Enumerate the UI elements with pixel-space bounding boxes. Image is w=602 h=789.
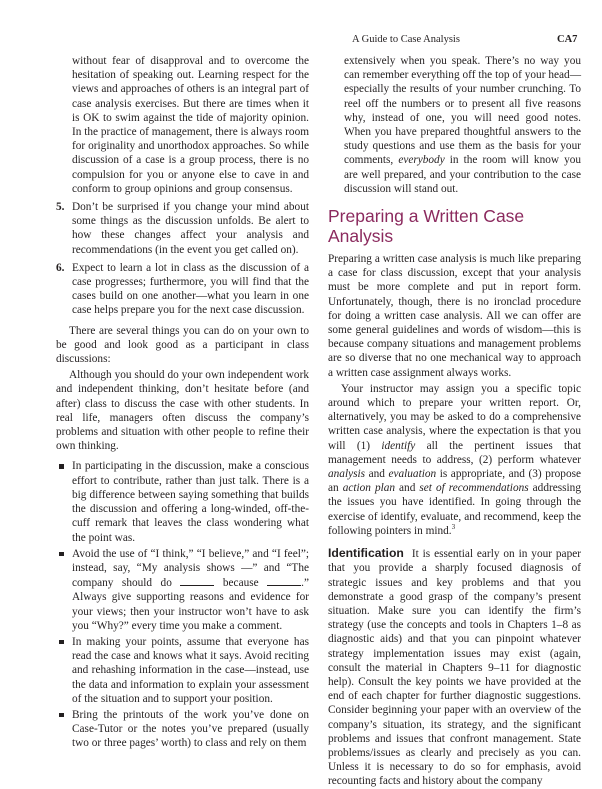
list-item-text: Expect to learn a lot in class as the discussion of a case progresses; furthermore, you will find that the cases build on one another—what you learn in one case helps prepare you for the next case discussion. — [72, 261, 309, 317]
bullet-text: In making your points, assume that everyone has read the case and knows what it says. Avoid reciting and rehashing information in the case—instead, use the data and information to explain your assessment of the situation and to support your position. — [72, 635, 309, 705]
bullet-text: .” Always give supporting reasons and evidence for your views; then your instructor won’t have to ask you “Why?” every time you make a comment. — [72, 577, 309, 632]
text-run: Your instructor may assign you a specific topic around which to prepare your written report. Or, alternatively, you may be asked to do a comprehensive written case analysis, where the expectation is that you will (1) — [328, 382, 581, 452]
running-head — [0, 34, 602, 48]
emphasis: analysis — [328, 468, 366, 481]
page-number: CA7 — [557, 34, 578, 45]
bullet-item — [56, 708, 309, 751]
run-in-heading: Identification — [328, 546, 404, 561]
paragraph: Although you should do your own independent work and independent thinking, don’t hesitate before (and after) class to discuss the case with other students. In real life, managers often discuss the company’s problems and situation with other people to refine their own thinking. — [56, 369, 309, 453]
bullet-item — [56, 635, 309, 706]
bullet-square-icon — [59, 464, 64, 469]
left-column — [56, 54, 309, 753]
paragraph — [328, 382, 581, 538]
bullet-item — [56, 547, 309, 633]
continued-paragraph: without fear of disapproval and to overcome the hesitation of speaking out. Learning respect for the views and approaches of others is an integral part of case analysis exercises. But there are times when it is OK to swim against the tide of majority opinion. In the practice of management, there is always room for originality and unorthodox approaches. So while discussion of a case is a group process, there is no compulsion for you or anyone else to cave in and conform to group opinions and group consensus. — [72, 55, 309, 195]
text-run: all the pertinent issues that management needs to address, (2) perform whatever — [328, 439, 581, 466]
right-column — [328, 54, 581, 789]
numbered-list — [56, 200, 309, 318]
emphasis: set of recommendations — [419, 482, 529, 495]
bullet-square-icon — [59, 640, 64, 645]
text-run: addressing the issues you have identified. In going through the exercise of identify, evaluate, and recommend, keep the following pointers in mind. — [328, 482, 581, 537]
bullet-text: because — [222, 577, 259, 590]
list-number: 5. — [56, 201, 65, 214]
emphasis: identify — [381, 439, 416, 452]
paragraph: Preparing a written case analysis is much like preparing a case for class discussion, except that your analysis must be more complete and put in report form. Unfortunately, though, there is no ironclad procedure for doing a written case analysis. All we can offer are some general guidelines and words of wisdom—this is because company situations and management problems are so diverse that no one mechanical way to approach a written case assignment always works. — [328, 253, 581, 379]
footnote-ref: 3 — [451, 523, 456, 532]
paragraph — [328, 546, 581, 788]
running-head-title: A Guide to Case Analysis — [352, 34, 460, 45]
bullet-square-icon — [59, 552, 64, 557]
fill-in-blank — [180, 575, 214, 586]
text-run: It is essential early on in your paper that you provide a sharply focused diagnosis of strategic issues and key problems and that you demonstrate a good grasp of the company’s present situation. Make sure you can identify the firm’s strategy (use the concepts and tools in Chapters 1–8 as diagnostic aids) and that you can pinpoint whatever strategy implementation issues may exist (again, consult the material in Chapters 9–11 for diagnostic help). Consult the key points we have provided at the end of each chapter for further diagnostic suggestions. Consider beginning your paper with an overview of the company’s situation, its strategy, and the significant problems and issues that confront management. State problems/issues as clearly and precisely as you can. Unless it is necessary to do so for emphasis, avoid recounting facts and history about the company — [328, 548, 581, 788]
bullet-text: In participating in the discussion, make a conscious effort to contribute, rather than just talk. There is a big difference between saying something that builds the discussion and offering a long-winded, off-the-cuff remark that leaves the class wondering what the point was. — [72, 460, 309, 544]
text-run: and — [368, 468, 385, 481]
bullet-square-icon — [59, 713, 64, 718]
fill-in-blank — [267, 575, 301, 586]
emphasis: everybody — [398, 154, 445, 167]
emphasis: action plan — [342, 482, 396, 495]
text-run: is appropriate, and (3) propose an — [328, 468, 581, 495]
emphasis: evaluation — [388, 468, 437, 481]
bullet-list — [56, 459, 309, 750]
bullet-item — [56, 459, 309, 544]
paragraph: There are several things you can do on your own to be good and look good as a participant in class discussions: — [56, 324, 309, 366]
text-run: and — [399, 482, 416, 495]
section-heading: Preparing a Written Case Analysis — [328, 206, 525, 247]
list-item-text: Don’t be surprised if you change your mind about some things as the discussion unfolds. Be alert to how these changes affect your analysis and recommendations (in the event you get called on). — [72, 201, 309, 256]
text-run: extensively when you speak. There’s no way you can remember everything off the top of your head—especially the results of your number crunching. To reel off the numbers or to present all five reasons why, instead of one, you will need good notes. When you have prepared thoughtful answers to the study questions and use them as the basis for your comments, — [344, 55, 581, 167]
list-item-5 — [56, 200, 309, 257]
list-number: 6. — [56, 261, 65, 274]
bullet-text: Avoid the use of “I think,” “I believe,” and “I feel”; instead, say, “My analysis shows —” and “The company should do — [72, 547, 309, 590]
bullet-text: Bring the printouts of the work you’ve done on Case-Tutor or the notes you’ve prepared (usually two or three pages’ worth) to class and rely on them — [72, 708, 309, 750]
list-item-6 — [56, 261, 309, 318]
continued-bullet-text — [328, 54, 581, 196]
text-run: in the room will know you are well prepared, and your contribution to the case discussion will stand out. — [344, 154, 582, 195]
